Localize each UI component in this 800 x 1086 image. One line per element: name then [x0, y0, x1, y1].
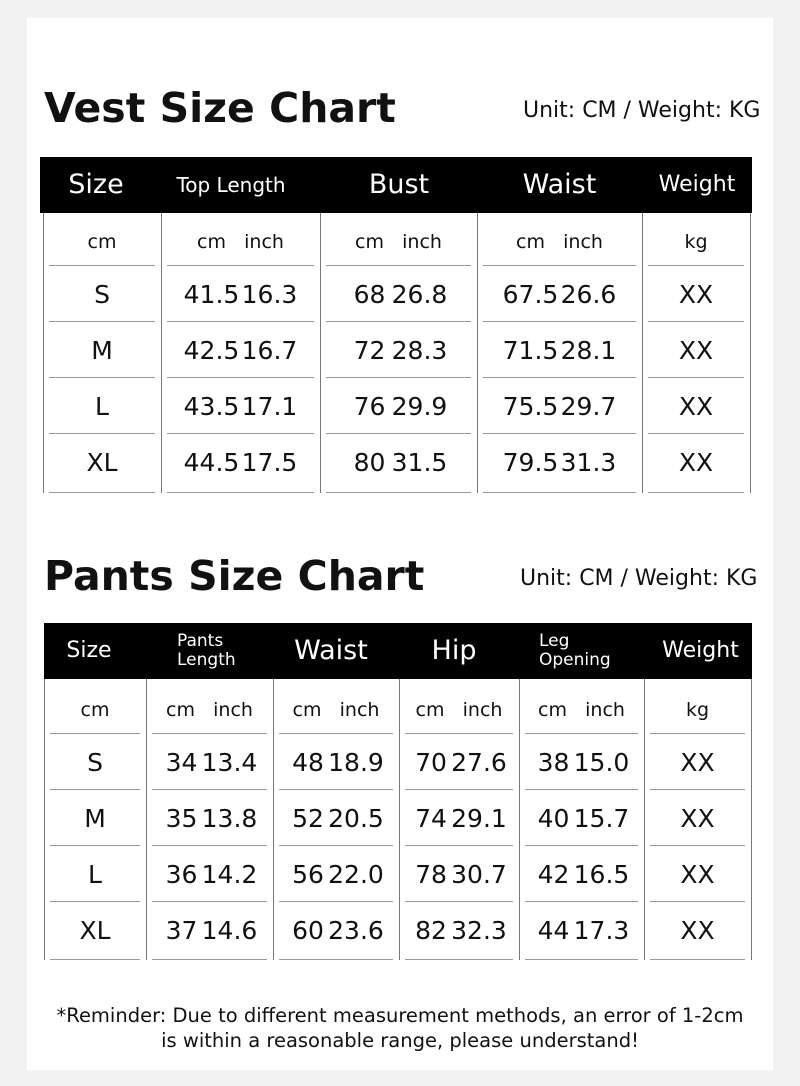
- vest-row-separator: [167, 321, 314, 322]
- pants-leg-opening-value: 44 17.3: [537, 915, 630, 945]
- vest-size-label: XL: [86, 447, 118, 477]
- pants-row-separator: [152, 789, 267, 790]
- pants-header-weight: Weight: [662, 637, 739, 663]
- vest-size-label: M: [91, 335, 113, 365]
- vest-row-separator: [326, 492, 471, 493]
- vest-top-length-value: 44.5 17.5: [183, 447, 298, 477]
- pants-row-separator: [152, 959, 267, 960]
- vest-size-label: S: [94, 279, 110, 309]
- vest-unit-weight: kg: [684, 231, 708, 253]
- vest-row-separator: [648, 377, 744, 378]
- vest-top-length-value: 41.5 16.3: [183, 279, 298, 309]
- pants-hip-value: 70 27.6: [415, 747, 507, 777]
- vest-unit-bust: cm inch: [355, 231, 442, 253]
- vest-weight-value: XX: [678, 391, 714, 421]
- vest-unit-waist: cm inch: [516, 231, 603, 253]
- pants-header-size: Size: [66, 637, 112, 663]
- vest-row-separator: [167, 377, 314, 378]
- pants-row-separator: [279, 789, 393, 790]
- pants-size-label: XL: [79, 915, 111, 945]
- vest-header-size: Size: [68, 168, 124, 200]
- pants-weight-value: XX: [680, 803, 715, 833]
- pants-row-separator: [50, 845, 140, 846]
- pants-leg-opening-value: 42 16.5: [537, 859, 630, 889]
- vest-row-separator: [326, 433, 471, 434]
- pants-row-separator: [279, 845, 393, 846]
- vest-weight-value: XX: [678, 279, 714, 309]
- vest-row-separator: [648, 433, 744, 434]
- vest-chart-title: Vest Size Chart: [44, 84, 396, 132]
- pants-waist-value: 56 22.0: [292, 859, 384, 889]
- pants-waist-value: 52 20.5: [292, 803, 384, 833]
- pants-border-right: [751, 679, 752, 960]
- vest-weight-value: XX: [678, 447, 714, 477]
- pants-row-separator: [50, 789, 140, 790]
- vest-border-right: [750, 213, 751, 493]
- pants-row-separator: [279, 959, 393, 960]
- pants-weight-value: XX: [680, 747, 715, 777]
- reminder-note: [27, 1003, 773, 1053]
- pants-leg-opening-value: 38 15.0: [537, 747, 630, 777]
- pants-row-separator: [650, 901, 745, 902]
- pants-row-separator: [279, 901, 393, 902]
- pants-header-waist: Waist: [294, 634, 368, 666]
- pants-header-hip: Hip: [431, 634, 477, 666]
- vest-top-length-value: 42.5 16.7: [183, 335, 298, 365]
- pants-size-label: M: [84, 803, 106, 833]
- vest-waist-value: 75.5 29.7: [502, 391, 617, 421]
- vest-waist-value: 67.5 26.6: [502, 279, 617, 309]
- pants-unit-leg-opening: cm inch: [538, 699, 625, 721]
- pants-row-separator: [525, 789, 638, 790]
- pants-row-separator: [405, 789, 513, 790]
- pants-unit-weight: kg: [685, 699, 710, 721]
- pants-hip-value: 74 29.1: [415, 803, 507, 833]
- vest-row-separator: [167, 492, 314, 493]
- vest-bust-value: 76 29.9: [353, 391, 448, 421]
- pants-row-separator: [50, 959, 140, 960]
- vest-top-length-value: 43.5 17.1: [183, 391, 298, 421]
- vest-header-waist: Waist: [522, 168, 597, 200]
- reminder-line-2: is within a reasonable range, please understand!: [161, 1029, 639, 1052]
- vest-waist-value: 79.5 31.3: [502, 447, 617, 477]
- pants-unit-note: Unit: CM / Weight: KG: [520, 566, 758, 591]
- vest-row-separator: [483, 492, 636, 493]
- vest-unit-top-length: cm inch: [197, 231, 284, 253]
- pants-unit-hip: cm inch: [415, 699, 503, 721]
- vest-weight-value: XX: [678, 335, 714, 365]
- pants-row-separator: [405, 959, 513, 960]
- pants-row-separator: [525, 959, 638, 960]
- reminder-line-1: *Reminder: Due to different measurement methods, an error of 1-2cm: [56, 1004, 744, 1027]
- pants-row-separator: [650, 789, 745, 790]
- pants-leg-opening-value: 40 15.7: [537, 803, 630, 833]
- pants-row-separator: [152, 845, 267, 846]
- pants-row-separator: [405, 845, 513, 846]
- vest-row-separator: [483, 321, 636, 322]
- vest-row-separator: [167, 433, 314, 434]
- pants-weight-value: XX: [680, 915, 715, 945]
- pants-header-pants-length: Pants Length: [177, 630, 236, 670]
- pants-row-separator: [50, 901, 140, 902]
- vest-row-separator: [49, 492, 155, 493]
- pants-header-leg-opening: Leg Opening: [539, 630, 611, 670]
- pants-waist-value: 48 18.9: [292, 747, 384, 777]
- pants-unit-waist: cm inch: [292, 699, 380, 721]
- vest-row-separator: [483, 433, 636, 434]
- pants-size-label: S: [87, 747, 103, 777]
- vest-header-top-length: Top Length: [176, 172, 286, 197]
- pants-hip-value: 78 30.7: [415, 859, 507, 889]
- vest-row-separator: [483, 377, 636, 378]
- vest-unit-size: cm: [87, 231, 117, 253]
- vest-row-separator: [49, 433, 155, 434]
- vest-row-separator: [49, 321, 155, 322]
- pants-length-value: 34 13.4: [165, 747, 258, 777]
- pants-row-separator: [152, 901, 267, 902]
- pants-weight-value: XX: [680, 859, 715, 889]
- pants-size-label: L: [88, 859, 102, 889]
- vest-row-separator: [326, 321, 471, 322]
- vest-row-separator: [648, 321, 744, 322]
- pants-row-separator: [405, 901, 513, 902]
- pants-chart-title: Pants Size Chart: [44, 552, 425, 600]
- vest-row-separator: [648, 492, 744, 493]
- pants-header-row: [44, 623, 752, 679]
- pants-row-separator: [650, 845, 745, 846]
- vest-size-label: L: [95, 391, 109, 421]
- vest-bust-value: 72 28.3: [353, 335, 448, 365]
- vest-header-bust: Bust: [368, 168, 430, 200]
- vest-waist-value: 71.5 28.1: [502, 335, 617, 365]
- vest-unit-note: Unit: CM / Weight: KG: [523, 98, 761, 123]
- vest-bust-value: 80 31.5: [353, 447, 448, 477]
- pants-row-separator: [650, 959, 745, 960]
- pants-hip-value: 82 32.3: [415, 915, 507, 945]
- pants-length-value: 37 14.6: [165, 915, 258, 945]
- vest-row-separator: [326, 377, 471, 378]
- pants-unit-size: cm: [80, 699, 110, 721]
- vest-bust-value: 68 26.8: [353, 279, 448, 309]
- pants-waist-value: 60 23.6: [292, 915, 384, 945]
- vest-header-row: [40, 157, 752, 213]
- vest-header-weight: Weight: [658, 171, 736, 197]
- pants-row-separator: [525, 901, 638, 902]
- pants-row-separator: [525, 845, 638, 846]
- vest-row-separator: [49, 377, 155, 378]
- pants-length-value: 35 13.8: [165, 803, 258, 833]
- pants-length-value: 36 14.2: [165, 859, 258, 889]
- pants-unit-pants-length: cm inch: [166, 699, 253, 721]
